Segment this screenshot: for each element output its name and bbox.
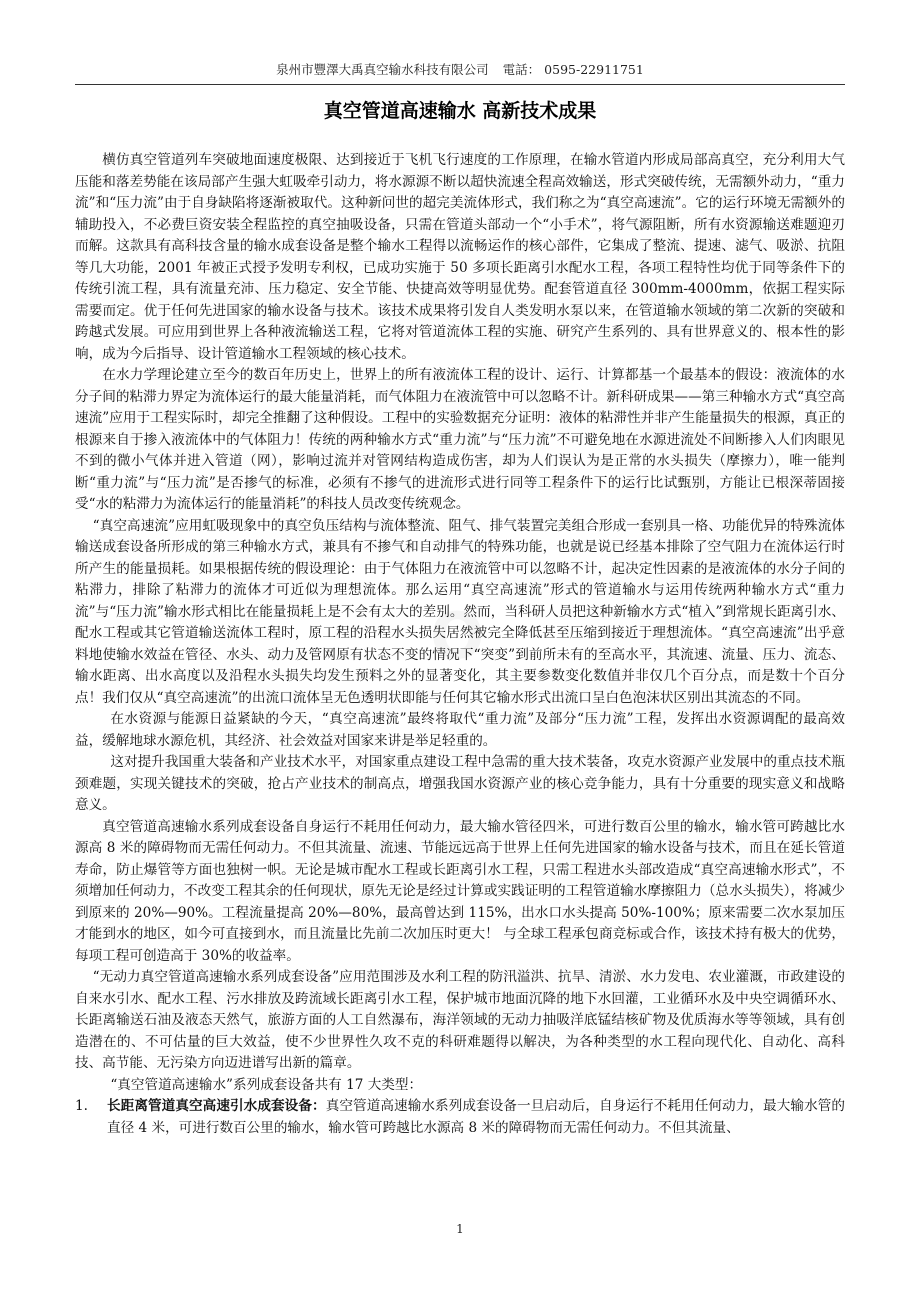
document-body — [75, 150, 845, 1139]
paragraph-intro: 横仿真空管道列车突破地面速度极限、达到接近于飞机飞行速度的工作原理，在输水管道内形成局部高真空，充分利用大气压能和落差势能在该局部产生强大虹吸牵引动力，将水源源不断以超快流速全程高效输送，形式突破传统，无需额外动力，“重力流”和“压力流”由于自身缺陷将逐渐被取代。这种新问世的超完美流体形式，我们称之为“真空高速流”。它的运行环境无需额外的辅助投入，不必费巨资安装全程监控的真空抽吸设备，只需在管道头部动一个“小手术”，将气源阻断，所有水资源输送难题迎刃而解。这款具有高科技含量的输水成套设备是整个输水工程得以流畅运作的核心部件，它集成了整流、提速、滤气、吸淤、抗阻等几大功能，2001 年被正式授予发明专利权，已成功实施于 50 多项长距离引水配水工程，各项工程特性均优于同等条件下的传统引流工程，具有流量充沛、压力稳定、安全节能、快捷高效等明显优势。配套管道直径 300mm-4000mm，依据工程实际需要而定。优于任何先进国家的输水设备与技术。该技术成果将引发自人类发明水泵以来，在管道输水领域的第二次新的突破和跨越式发展。可应用到世界上各种液流输送工程，它将对管道流体工程的实施、研究产生系列的、具有世界意义的、根本性的影响，成为今后指导、设计管道输水工程领域的核心技术。 — [75, 152, 845, 362]
list-item-body — [107, 1096, 845, 1139]
page-header — [75, 60, 845, 85]
phone-label: 電話： — [502, 62, 541, 77]
document-title: 真空管道高速输水 高新技术成果 — [323, 100, 597, 122]
paragraph-resources: 在水资源与能源日益紧缺的今天，“真空高速流”最终将取代“重力流”及部分“压力流”工程，发挥出水资源调配的最高效益，缓解地球水源危机，其经济、社会效益对国家来讲是举足轻重的。 — [75, 711, 845, 749]
paragraph-applications: “无动力真空管道高速输水系列成套设备”应用范围涉及水利工程的防汛溢洪、抗旱、清淤、水力发电、农业灌溉，市政建设的自来水引水、配水工程、污水排放及跨流域长距离引水工程，保护城市地面沉降的地下水回灌，工业循环水及中央空调循环水、长距离输送石油及液态天然气，旅游方面的人工自然瀑布，海洋领域的无动力抽吸洋底锰结核矿物及优质海水等等领域，具有创造潜在的、不可估量的巨大效益，使不少世界性久攻不克的科研难题得以解决，为各种类型的水工程向现代化、自动化、高科技、高节能、无污染方向迈进谱写出新的篇章。 — [75, 969, 845, 1071]
phone-number: 0595-22911751 — [544, 62, 644, 77]
paragraph-types: “真空管道高速输水”系列成套设备共有 17 大类型： — [110, 1076, 423, 1093]
company-name: 泉州市豐澤大禹真空输水科技有限公司 — [276, 62, 489, 77]
list-item-number: 1. — [75, 1098, 88, 1114]
paragraph-mechanism: “真空高速流”应用虹吸现象中的真空负压结构与流体整流、阻气、排气装置完美组合形成一套别具一格、功能优异的特殊流体输送成套设备所形成的第三种输水方式，兼具有不掺气和自动排气的特殊功能，也就是说已经基本排除了空气阻力在流体运行时所产生的能量损耗。如果根据传统的假设理论：由于气体阻力在液流管中可以忽略不计，起决定性因素的是液流体的水分子间的粘滞力，排除了粘滞力的流体才可近似为理想流体。那么运用“真空高速流”形式的管道输水与运用传统两种输水方式“重力流”与“压力流”输水形式相比在能量损耗上是不会有太大的差别。然而，当科研人员把这种新输水方式“植入”到常规长距离引水、配水工程或其它管道输送流体工程时，原工程的沿程水头损失居然被完全降低甚至压缩到接近于理想流体。“真空高速流”出乎意料地使输水效益在管径、水头、动力及管网原有状态不变的情况下“突变”到前所未有的至高水平，其流速、流量、压力、流态、输水距离、出水高度以及沿程水头损失均发生预料之外的显著变化，其主要参数变化数值并非仅几个百分点，而是数十个百分点！我们仅从“真空高速流”的出流口流体呈无色透明状即能与任何其它输水形式出流口呈白色泡沫状区别出其流态的不同。 — [75, 517, 845, 706]
list-item — [75, 1096, 845, 1139]
list-item-heading: 长距离管道真空高速引水成套设备： — [107, 1098, 326, 1114]
list-item-text: 真空管道高速输水系列成套设备一旦启动后，自身运行不耗用任何动力，最大输水管的直径 4 米，可进行数百公里的输水，输水管可跨越比水源高 8 米的障碍物而无需任何动力。不但其流量、 — [107, 1098, 845, 1136]
paragraph-theory: 在水力学理论建立至今的数百年历史上，世界上的所有液流体工程的设计、运行、计算都基一个最基本的假设：液流体的水分子间的粘滞力界定为流体运行的最大能量消耗，而气体阻力在液流管中可以忽略不计。新科研成果——第三种输水方式“真空高速流”应用于工程实际时，却完全推翻了这种假设。工程中的实验数据充分证明：液体的粘滞性并非产生能量损失的根源，真正的根源来自于掺入液流体中的气体阻力！传统的两种输水方式“重力流”与“压力流”不可避免地在水源进流处不间断掺入人们肉眼见不到的微小气体并进入管道（网），影响过流并对管网结构造成伤害，却为人们误认为是正常的水头损失（摩擦力），唯一能判断“重力流”与“压力流”是否掺气的标准，必须有不掺气的进流形式进行同等工程条件下的运行比试甄别，方能让已根深蒂固接受“水的粘滞力为流体运行的能量消耗”的科技人员改变传统观念。 — [75, 367, 845, 512]
paragraph-significance: 这对提升我国重大装备和产业技术水平，对国家重点建设工程中急需的重大技术装备，攻克水资源产业发展中的重点技术瓶颈难题，实现关键技术的突破，抢占产业技术的制高点，增强我国水资源产业的核心竞争能力，具有十分重要的现实意义和战略意义。 — [75, 754, 845, 813]
page-number: 1 — [456, 1222, 464, 1236]
paragraph-equipment: 真空管道高速输水系列成套设备自身运行不耗用任何动力，最大输水管径四米，可进行数百公里的输水，输水管可跨越比水源高 8 米的障碍物而无需任何动力。不但其流量、流速、节能远远高于世界上任何先进国家的输水设备与技术，而且在延长管道寿命，防止爆管等方面也独树一帜。无论是城市配水工程或长距离引水工程，只需工程进水头部改造成“真空高速输水形式”，不须增加任何动力，不改变工程其余的任何现状，原先无论是经过计算或实践证明的工程管道输水摩擦阻力（总水头损失），将减少到原来的 20%—90%。工程流量提高 20%—80%，最高曾达到 115%，出水口水头提高 50%-100%；原来需要二次水泵加压才能到水的地区，如今可直接到水，而且流量比先前二次加压时更大！ 与全球工程承包商竞标或合作，该技术持有极大的优势，每项工程可创造高于 30%的收益率。 — [75, 818, 845, 964]
